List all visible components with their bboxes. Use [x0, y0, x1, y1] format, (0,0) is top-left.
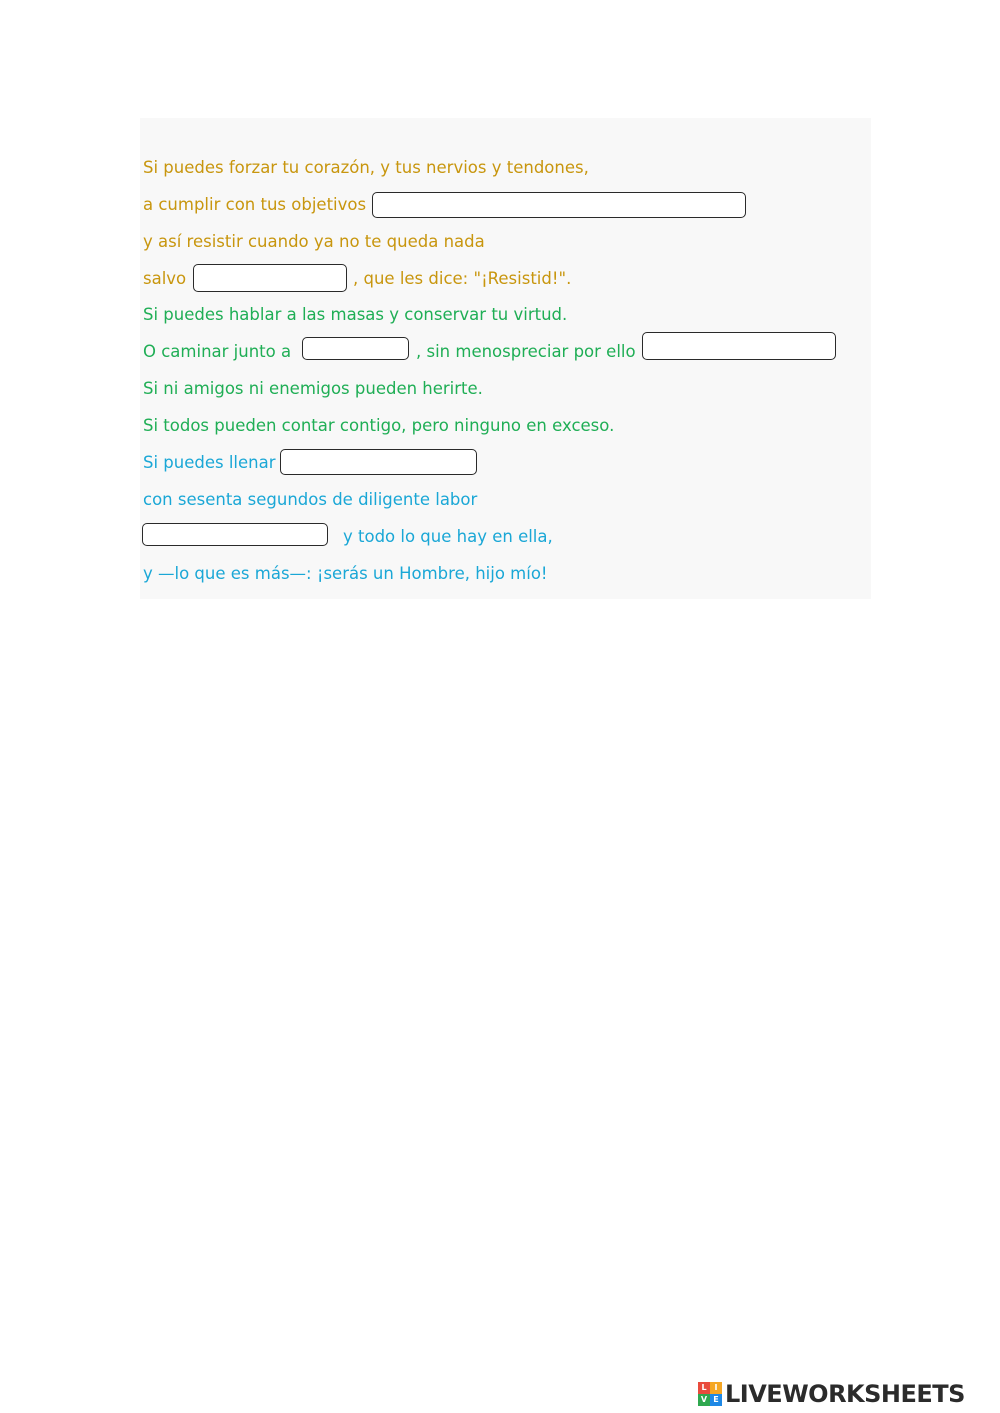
answer-input-salvo[interactable] — [193, 264, 347, 292]
logo-letter-tile: I — [710, 1382, 722, 1394]
liveworksheets-logo — [698, 1380, 965, 1408]
poem-line-6 — [143, 337, 843, 367]
poem-text: Si puedes forzar tu corazón, y tus nervios y tendones, — [143, 158, 589, 177]
poem-text: y así resistir cuando ya no te queda nada — [143, 232, 485, 251]
poem-text: Si puedes hablar a las masas y conservar tu virtud. — [143, 305, 568, 324]
liveworksheets-logo-icon — [698, 1382, 722, 1406]
poem-text: a cumplir con tus objetivos — [143, 195, 367, 214]
poem-text: O caminar junto a — [143, 342, 292, 361]
answer-input-objetivos[interactable] — [372, 192, 746, 218]
poem-line-9 — [143, 448, 483, 478]
logo-letter-tile: E — [710, 1394, 722, 1406]
poem-line-2 — [143, 190, 763, 220]
logo-letter-tile: L — [698, 1382, 710, 1394]
poem-text: salvo — [143, 269, 187, 288]
poem-text: y —lo que es más—: ¡serás un Hombre, hijo mío! — [143, 564, 548, 583]
answer-input-llenar[interactable] — [280, 449, 477, 475]
poem-text: , que les dice: "¡Resistid!". — [353, 269, 572, 288]
answer-input-inicio-linea[interactable] — [142, 523, 328, 546]
answer-input-por-ello[interactable] — [642, 332, 836, 360]
poem-text: Si todos pueden contar contigo, pero ninguno en exceso. — [143, 416, 615, 435]
poem-text: con sesenta segundos de diligente labor — [143, 490, 478, 509]
poem-line-11 — [143, 522, 563, 552]
poem-line-4 — [143, 264, 623, 294]
answer-input-junto-a[interactable] — [302, 337, 409, 360]
poem-text: , sin menospreciar por ello — [416, 342, 636, 361]
logo-letter-tile: V — [698, 1394, 710, 1406]
poem-text: Si ni amigos ni enemigos pueden herirte. — [143, 379, 483, 398]
poem-text: Si puedes llenar — [143, 453, 276, 472]
brand-name: LIVEWORKSHEETS — [725, 1380, 965, 1408]
poem-text: y todo lo que hay en ella, — [343, 527, 553, 546]
